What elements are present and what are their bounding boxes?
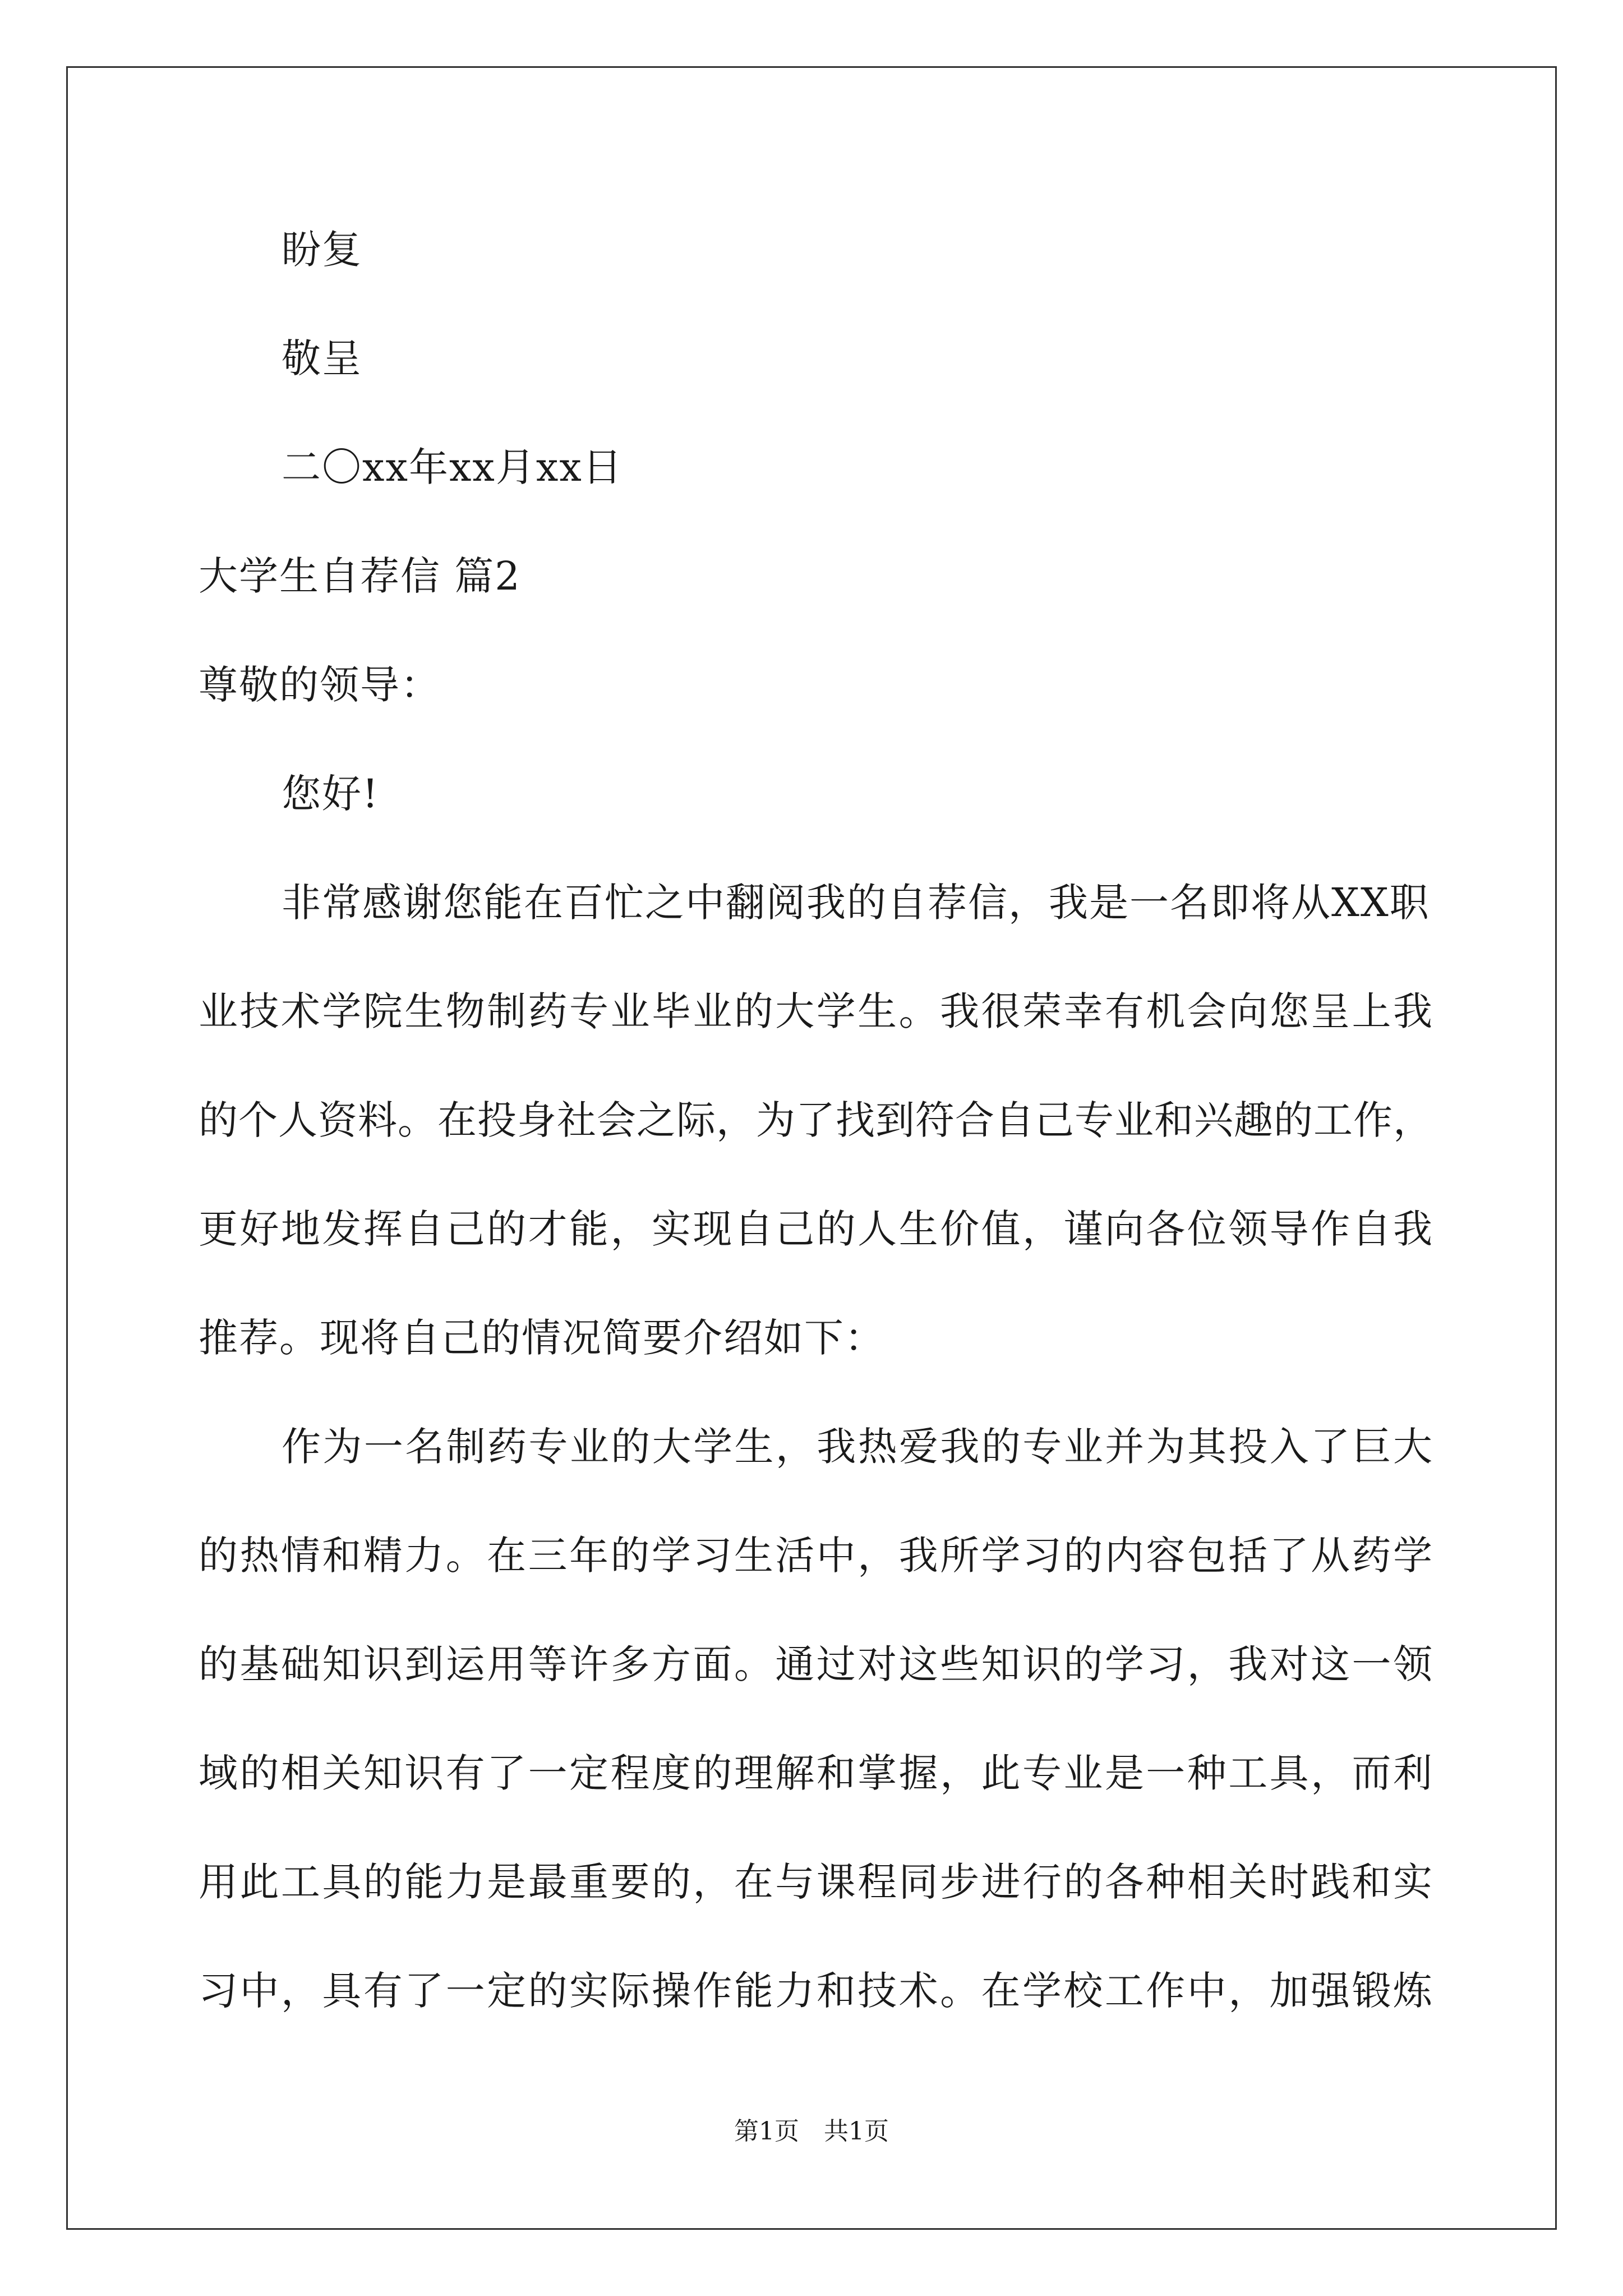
- paragraph-1-line-5: 推荐。现将自己的情况简要介绍如下：: [199, 1315, 885, 1361]
- paragraph-1-line-4: 更好地发挥自己的才能，实现自己的人生价值，谨向各位领导作自我: [199, 1206, 1432, 1252]
- paragraph-2-line-1: 作为一名制药专业的大学生，我热爱我的专业并为其投入了巨大: [282, 1424, 1432, 1470]
- paragraph-2-line-5: 用此工具的能力是最重要的，在与课程同步进行的各种相关时践和实: [199, 1859, 1432, 1905]
- letter-heading: 大学生自荐信 篇2: [199, 553, 521, 599]
- paragraph-1-line-2: 业技术学院生物制药专业毕业的大学生。我很荣幸有机会向您呈上我: [199, 988, 1432, 1034]
- letter-date: 二〇xx年xx月xx日: [282, 444, 623, 490]
- greeting: 您好!: [282, 771, 380, 817]
- page-footer: 第1页 共1页: [734, 2117, 889, 2146]
- paragraph-2-line-4: 域的相关知识有了一定程度的理解和掌握，此专业是一种工具，而利: [199, 1750, 1432, 1796]
- paragraph-1-line-3: 的个人资料。在投身社会之际，为了找到符合自己专业和兴趣的工作，: [199, 1097, 1432, 1143]
- paragraph-1-line-1: 非常感谢您能在百忙之中翻阅我的自荐信，我是一名即将从XX职: [282, 880, 1430, 926]
- paragraph-2-line-2: 的热情和精力。在三年的学习生活中，我所学习的内容包括了从药学: [199, 1533, 1432, 1579]
- paragraph-2-line-3: 的基础知识到运用等许多方面。通过对这些知识的学习，我对这一领: [199, 1641, 1432, 1687]
- salutation: 尊敬的领导：: [199, 662, 441, 708]
- closing-line-2: 敬呈: [282, 335, 362, 381]
- closing-line-1: 盼复: [282, 227, 362, 273]
- paragraph-2-line-6: 习中，具有了一定的实际操作能力和技术。在学校工作中，加强锻炼: [199, 1968, 1432, 2014]
